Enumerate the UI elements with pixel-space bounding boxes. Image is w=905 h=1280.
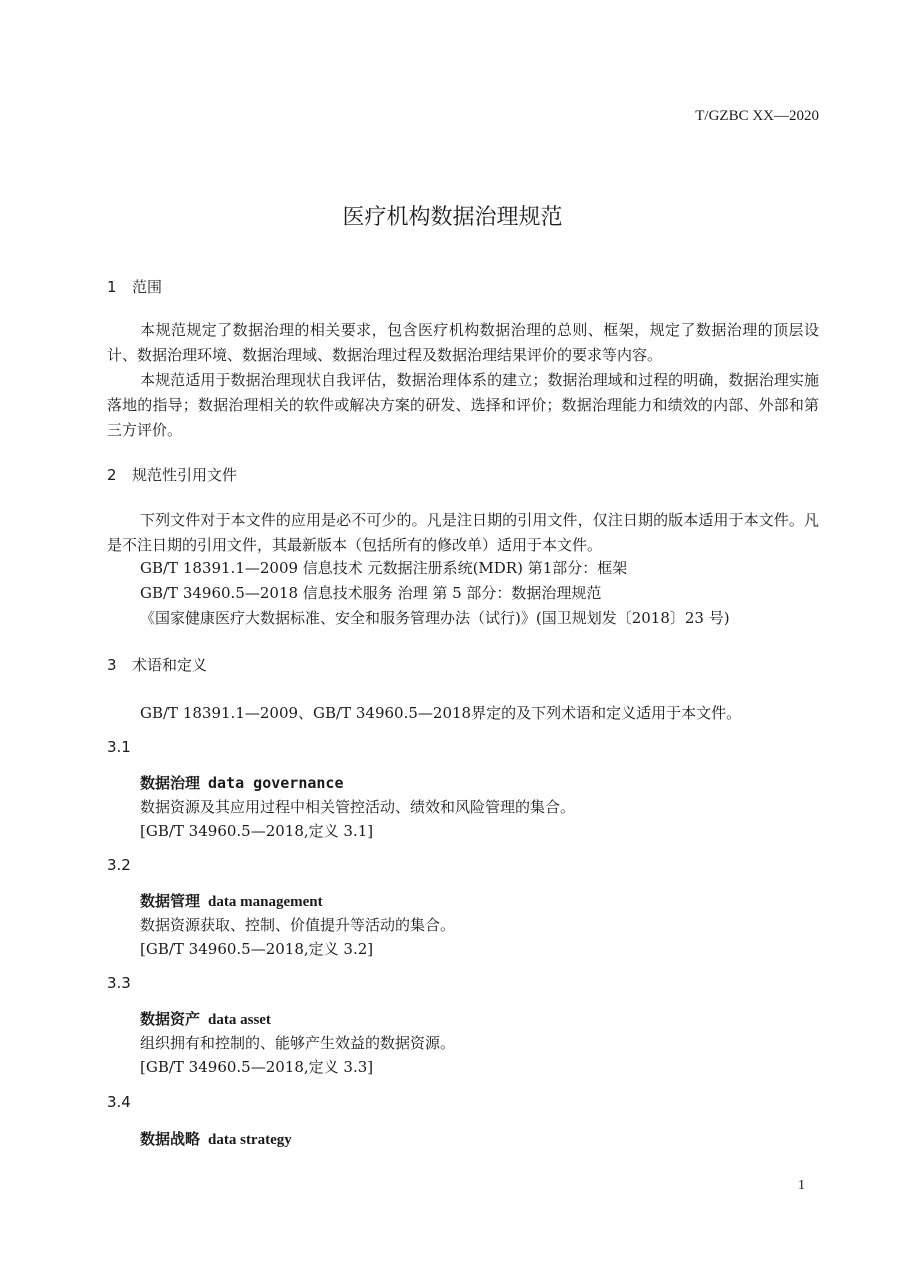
section-title: 规范性引用文件 <box>132 466 238 484</box>
term-zh: 数据治理 <box>140 774 201 792</box>
term-en: data asset <box>208 1012 271 1028</box>
section-number: 2 <box>107 466 117 484</box>
section-heading-1 <box>107 276 162 297</box>
section-number: 1 <box>107 278 117 296</box>
document-id: T/GZBC XX—2020 <box>695 108 819 124</box>
page-number: 1 <box>798 1178 805 1193</box>
references-intro <box>107 508 819 558</box>
scope-paragraphs <box>107 318 819 443</box>
section-title: 术语和定义 <box>132 656 208 674</box>
term-definition: 数据资源及其应用过程中相关管控活动、绩效和风险管理的集合。 <box>140 798 576 816</box>
term-source: [GB/T 34960.5—2018,定义 3.2] <box>140 940 374 958</box>
term-source: [GB/T 34960.5—2018,定义 3.1] <box>140 822 374 840</box>
term-zh: 数据管理 <box>140 892 201 910</box>
term-zh: 数据战略 <box>140 1130 201 1148</box>
clause-number: 3.2 <box>107 856 131 874</box>
reference-item: GB/T 18391.1—2009 信息技术 元数据注册系统(MDR) 第1部分：框架 <box>140 559 628 577</box>
term-definition: 数据资源获取、控制、价值提升等活动的集合。 <box>140 916 456 934</box>
reference-item: GB/T 34960.5—2018 信息技术服务 治理 第 5 部分：数据治理规范 <box>140 584 602 602</box>
term-heading <box>140 1128 292 1149</box>
term-definition: 组织拥有和控制的、能够产生效益的数据资源。 <box>140 1034 456 1052</box>
term-source: [GB/T 34960.5—2018,定义 3.3] <box>140 1058 374 1076</box>
section-number: 3 <box>107 656 117 674</box>
term-en: data strategy <box>208 1132 292 1148</box>
clause-number: 3.4 <box>107 1093 131 1111</box>
clause-number: 3.3 <box>107 974 131 992</box>
section-title: 范围 <box>132 278 163 296</box>
term-heading <box>140 772 343 793</box>
term-en: data management <box>208 894 323 910</box>
paragraph: 下列文件对于本文件的应用是必不可少的。凡是注日期的引用文件，仅注日期的版本适用于本文件。凡是不注日期的引用文件，其最新版本（包括所有的修改单）适用于本文件。 <box>107 511 819 554</box>
terms-intro: GB/T 18391.1—2009、GB/T 34960.5—2018界定的及下列术语和定义适用于本文件。 <box>140 704 742 722</box>
paragraph: 本规范规定了数据治理的相关要求，包含医疗机构数据治理的总则、框架，规定了数据治理的顶层设计、数据治理环境、数据治理域、数据治理过程及数据治理结果评价的要求等内容。 <box>107 321 819 364</box>
document-title: 医疗机构数据治理规范 <box>342 205 563 230</box>
section-heading-3 <box>107 654 207 675</box>
reference-item: 《国家健康医疗大数据标准、安全和服务管理办法（试行)》(国卫规划发〔2018〕23 号) <box>140 609 730 627</box>
clause-number: 3.1 <box>107 738 131 756</box>
section-heading-2 <box>107 464 237 485</box>
term-heading <box>140 890 323 911</box>
term-en: data governance <box>208 774 344 792</box>
term-zh: 数据资产 <box>140 1010 201 1028</box>
term-heading <box>140 1008 271 1029</box>
paragraph: 本规范适用于数据治理现状自我评估，数据治理体系的建立；数据治理域和过程的明确，数据治理实施落地的指导；数据治理相关的软件或解决方案的研发、选择和评价；数据治理能力和绩效的内部、外部和第三方评价。 <box>107 371 819 439</box>
